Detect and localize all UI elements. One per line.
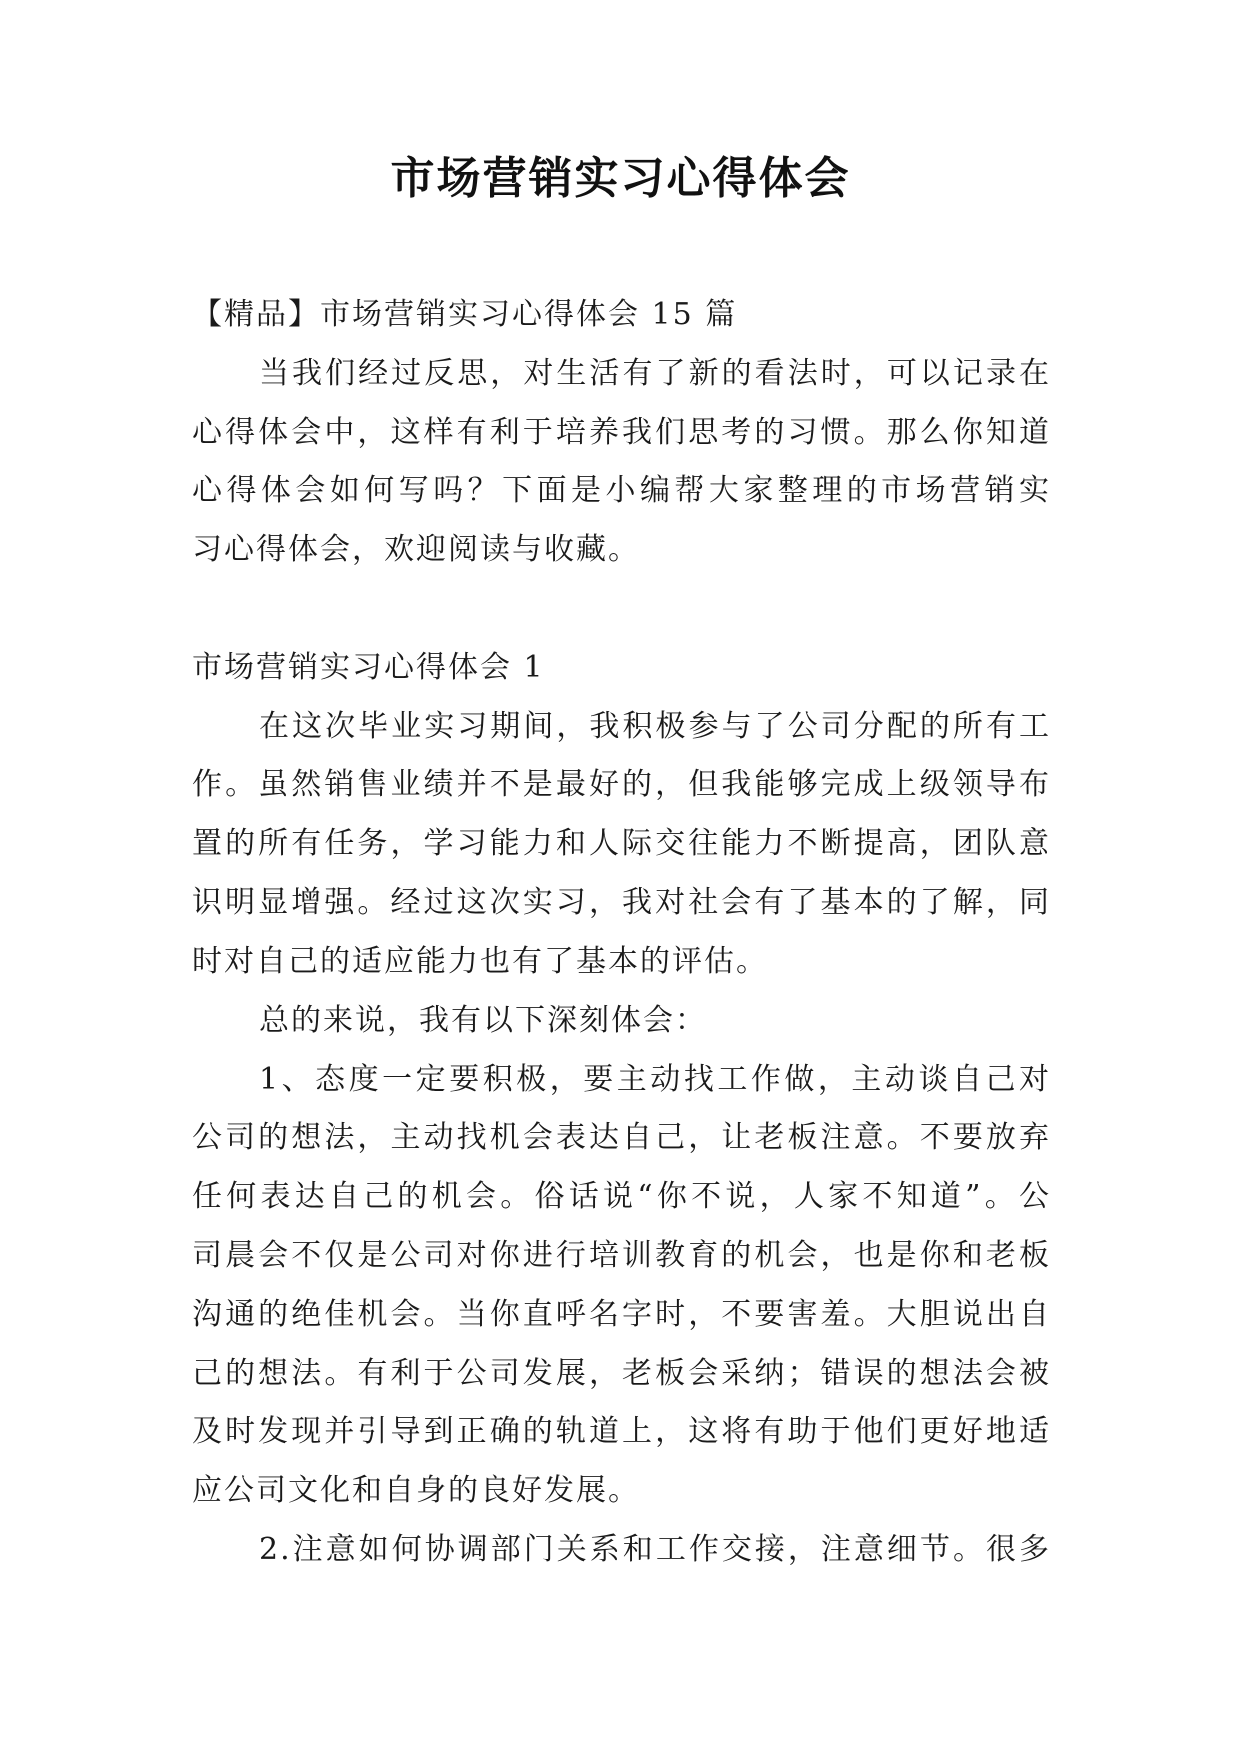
paragraph-line: 司晨会不仅是公司对你进行培训教育的机会，也是你和老板	[192, 1238, 1051, 1273]
section-heading: 市场营销实习心得体会 1	[192, 650, 545, 685]
paragraph-line: 在这次毕业实习期间，我积极参与了公司分配的所有工	[259, 709, 1051, 744]
paragraph-line: 2.注意如何协调部门关系和工作交接，注意细节。很多	[259, 1532, 1051, 1567]
intro-line: 心得体会如何写吗？下面是小编帮大家整理的市场营销实	[192, 473, 1051, 508]
paragraph-line: 应公司文化和自身的良好发展。	[192, 1473, 640, 1508]
paragraph-line: 1、态度一定要积极，要主动找工作做，主动谈自己对	[259, 1062, 1051, 1097]
intro-line: 当我们经过反思，对生活有了新的看法时，可以记录在	[259, 356, 1051, 391]
paragraph-line: 置的所有任务，学习能力和人际交往能力不断提高，团队意	[192, 826, 1051, 861]
intro-line: 习心得体会，欢迎阅读与收藏。	[192, 532, 640, 567]
paragraph-line: 沟通的绝佳机会。当你直呼名字时，不要害羞。大胆说出自	[192, 1297, 1051, 1332]
document-subtitle: 【精品】市场营销实习心得体会 15 篇	[192, 297, 738, 332]
paragraph-line: 识明显增强。经过这次实习，我对社会有了基本的了解，同	[192, 885, 1051, 920]
paragraph-line: 作。虽然销售业绩并不是最好的，但我能够完成上级领导布	[192, 767, 1051, 802]
paragraph-line: 公司的想法，主动找机会表达自己，让老板注意。不要放弃	[192, 1120, 1051, 1155]
paragraph-line: 己的想法。有利于公司发展，老板会采纳；错误的想法会被	[192, 1356, 1051, 1391]
paragraph-line: 总的来说，我有以下深刻体会：	[259, 1003, 707, 1038]
intro-line: 心得体会中，这样有利于培养我们思考的习惯。那么你知道	[192, 415, 1051, 450]
paragraph-line: 任何表达自己的机会。俗话说“你不说，人家不知道”。公	[192, 1179, 1051, 1214]
paragraph-line: 时对自己的适应能力也有了基本的评估。	[192, 944, 768, 979]
document-title: 市场营销实习心得体会	[390, 153, 851, 204]
paragraph-line: 及时发现并引导到正确的轨道上，这将有助于他们更好地适	[192, 1414, 1051, 1449]
